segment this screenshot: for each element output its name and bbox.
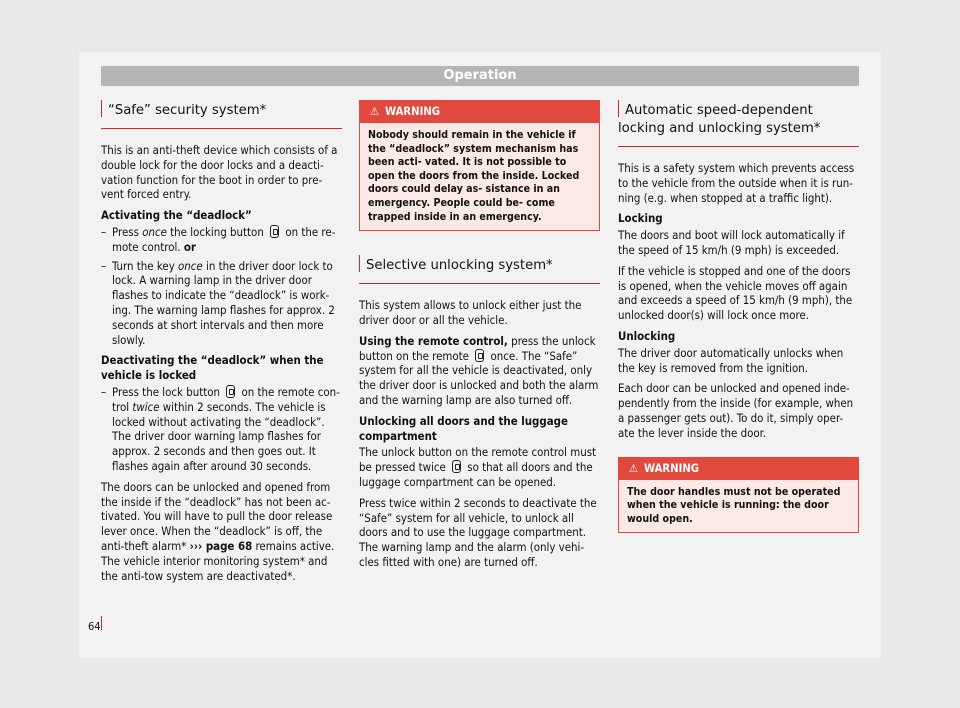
column-2 xyxy=(359,100,600,576)
page-reference-link[interactable]: ››› page 68 xyxy=(189,538,253,553)
paragraph-intro: This is an anti-theft device which consists of a double lock for the door locks and a deacti- vation function for the boot in order to pre- vent forced entry. xyxy=(101,143,338,202)
warning-triangle-icon: ⚠ xyxy=(370,105,380,118)
warning-text: Nobody should remain in the vehicle if the “deadlock” system mechanism has been acti- vated. It is not possible to open the doors from the inside. Locked doors could delay as- sistance in an emergency. People could be- come trapped inside in an emergency. xyxy=(368,129,580,223)
column-3 xyxy=(618,100,859,557)
chapter-header: Operation xyxy=(101,66,859,86)
heading-unlock-all: Unlocking all doors and the luggage compartment xyxy=(359,413,568,443)
section-title-safe-security: “Safe” security system* xyxy=(101,100,342,129)
lock-key-icon xyxy=(270,225,279,238)
unlock-key-icon xyxy=(452,460,461,473)
page-number-divider xyxy=(101,616,102,630)
paragraph-locking-1: The doors and boot will lock automatically if the speed of 15 km/h (9 mph) is exceeded. xyxy=(618,228,845,257)
section-title-speed-locking: Automatic speed-dependent locking and unlocking system* xyxy=(618,100,859,147)
heading-activate: Activating the “deadlock” xyxy=(101,208,252,223)
step-activate-1: – Press once the locking button on the re- mote control. or xyxy=(101,225,342,255)
step-activate-2: – Turn the key once in the driver door lock to lock. A warning lamp in the driver door flashes to indicate the “deadlock” is work- ing. The warning lamp flashes for approx. 2 seconds at short intervals and then more slowly. xyxy=(101,259,342,348)
warning-text: The door handles must not be operated when the vehicle is running: the door would open. xyxy=(627,485,841,525)
warning-triangle-icon: ⚠ xyxy=(629,461,639,475)
page-number: 64 xyxy=(88,620,101,633)
heading-deactivate: Deactivating the “deadlock” when the vehicle is locked xyxy=(101,353,324,383)
warning-header: ⚠ WARNING xyxy=(360,101,599,123)
paragraph-unlocking-1: The driver door automatically unlocks when the key is removed from the ignition. xyxy=(618,345,844,375)
paragraph-intro: This is a safety system which prevents access to the vehicle from the outside when it is run- ning (e.g. when stopped at a traffic light). xyxy=(618,161,855,205)
heading-unlocking: Unlocking xyxy=(618,328,676,343)
paragraph-deactivate-safe: Press twice within 2 seconds to deactivate the “Safe” system for all vehicle, to unlock all doors and to use the luggage compartment. The warning lamp and the alarm (only vehi- cles fitted with one) are turned off. xyxy=(359,495,597,569)
step-deactivate: – Press the lock button on the remote con- trol twice within 2 seconds. The vehicle is locked without activating the “deadlock”. The driver door warning lamp flashes for approx. 2 seconds and then goes out. It flashes again after around 30 seconds. xyxy=(101,385,342,474)
warning-header: ⚠ WARNING xyxy=(619,458,858,480)
paragraph-remote: Using the remote control, press the unlock button on the remote once. The “Safe” system for all the vehicle is deactivated, only the driver door is unlocked and both the alarm and the warning lamp are also turned off. xyxy=(359,333,599,407)
lock-key-icon xyxy=(226,385,235,398)
column-1 xyxy=(101,100,342,589)
paragraph-intro: This system allows to unlock either just the driver door or all the vehicle. xyxy=(359,298,582,327)
warning-box-door-handles xyxy=(618,457,859,534)
heading-locking: Locking xyxy=(618,211,663,226)
paragraph-closing: The doors can be unlocked and opened from the inside if the “deadlock” has not been ac- tivated. You will have to pull the door release lever once. When the “deadlock” is off, the anti-theft alarm* ››› page 68 remains active. The vehicle interior monitoring system* and the anti-tow system are deactivated*. xyxy=(101,479,335,583)
warning-box-deadlock xyxy=(359,100,600,231)
paragraph-unlock-all: The unlock button on the remote control must be pressed twice so that all doors and the luggage compartment can be opened. xyxy=(359,445,597,489)
paragraph-unlocking-2: Each door can be unlocked and opened inde- pendently from the inside (for example, when a passenger gets out). To do it, simply oper- ate the lever inside the door. xyxy=(618,381,854,440)
section-title-selective-unlocking: Selective unlocking system* xyxy=(359,255,600,284)
unlock-key-icon xyxy=(475,349,484,362)
paragraph-locking-2: If the vehicle is stopped and one of the doors is opened, when the vehicle moves off again and exceeds a speed of 15 km/h (9 mph), the unlocked door(s) will lock once more. xyxy=(618,263,853,323)
